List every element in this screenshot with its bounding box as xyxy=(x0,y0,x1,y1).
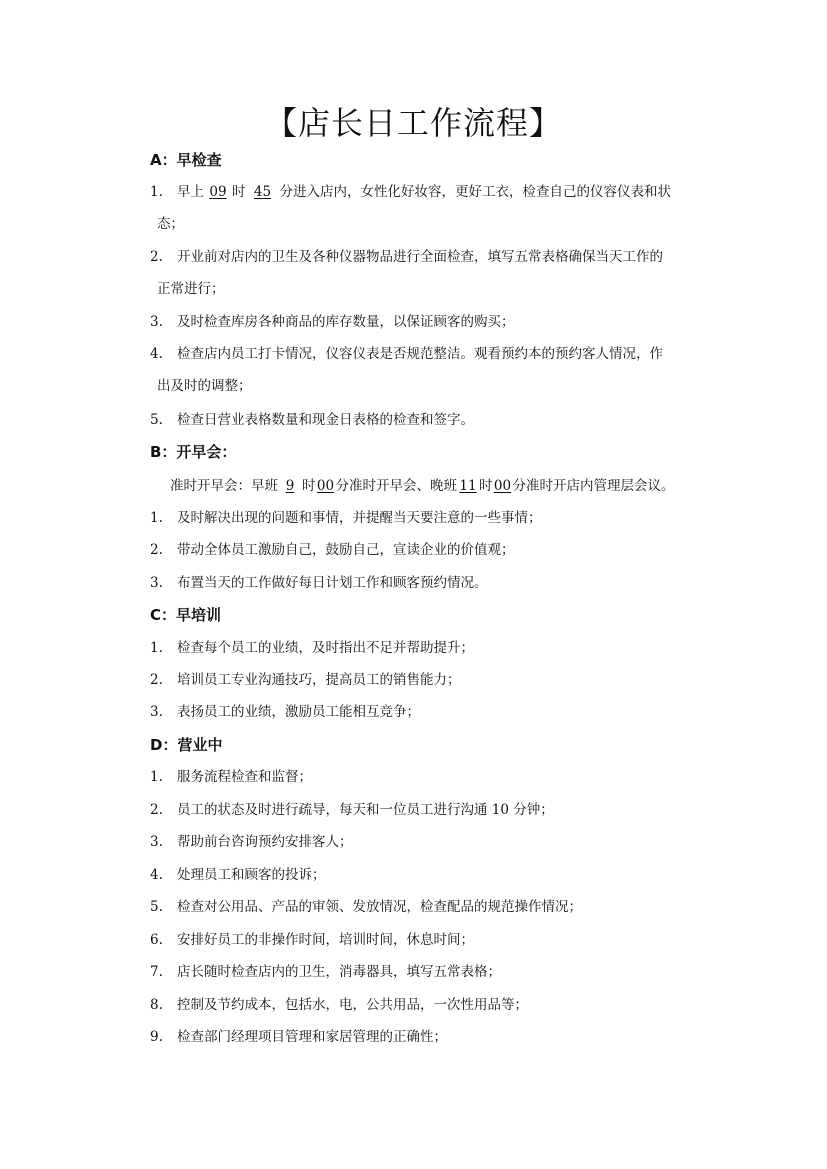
item-number: 5. xyxy=(150,899,163,915)
item-text: 服务流程检查和监督； xyxy=(177,769,312,785)
section-a-item-5 xyxy=(150,410,710,430)
item-text: 带动全体员工激励自己，鼓励自己，宣读企业的价值观； xyxy=(177,542,515,558)
section-b-item-3 xyxy=(150,573,710,593)
item-text: 检查日营业表格数量和现金日表格的检查和签字。 xyxy=(177,412,474,428)
section-b-intro xyxy=(170,476,730,496)
section-a-item-3 xyxy=(150,312,710,332)
section-c-item-1 xyxy=(150,638,710,658)
item-text: 检查每个员工的业绩，及时指出不足并帮助提升； xyxy=(177,640,474,656)
section-a-item-1 xyxy=(150,182,710,202)
section-c-item-2 xyxy=(150,670,710,690)
evening-minute: 00 xyxy=(493,478,512,494)
item-number: 3. xyxy=(150,575,163,591)
item-text: 开业前对店内的卫生及各种仪器物品进行全面检查，填写五常表格确保当天工作的 xyxy=(177,249,663,265)
item-text: 及时解决出现的问题和事情，并提醒当天要注意的一些事情； xyxy=(177,510,542,526)
section-d-item-8 xyxy=(150,995,710,1015)
item-text: 处理员工和顾客的投诉； xyxy=(177,867,326,883)
item-number: 2. xyxy=(150,542,163,558)
item-text: 检查店内员工打卡情况，仪容仪表是否规范整洁。观看预约本的预约客人情况，作 xyxy=(177,346,663,362)
item-number: 1. xyxy=(150,510,163,526)
item-number: 1. xyxy=(150,769,163,785)
section-d-item-6 xyxy=(150,930,710,950)
morning-hour: 9 xyxy=(285,478,295,494)
item-text: 控制及节约成本，包括水，电，公共用品，一次性用品等； xyxy=(177,997,528,1013)
intro-text-2: 时 xyxy=(302,478,316,494)
intro-text-4: 时 xyxy=(479,478,493,494)
item-number: 1. xyxy=(150,640,163,656)
item-text: 店长随时检查店内的卫生，消毒器具，填写五常表格； xyxy=(177,964,501,980)
item-number: 4. xyxy=(150,346,163,362)
section-a-heading: A：早检查 xyxy=(150,151,222,169)
intro-text-1: 准时开早会：早班 xyxy=(170,478,278,494)
item-text: 员工的状态及时进行疏导，每天和一位员工进行沟通 10 分钟； xyxy=(177,802,554,818)
item-number: 9. xyxy=(150,1029,163,1045)
evening-hour: 11 xyxy=(459,478,477,494)
item-number: 1. xyxy=(150,184,163,200)
section-c-heading: C：早培训 xyxy=(150,606,222,624)
item-text: 检查部门经理项目管理和家居管理的正确性； xyxy=(177,1029,447,1045)
section-b-item-2 xyxy=(150,540,710,560)
section-b-heading: B：开早会： xyxy=(150,443,237,461)
item-text: 表扬员工的业绩，激励员工能相互竞争； xyxy=(177,704,420,720)
item-number: 3. xyxy=(150,314,163,330)
item-number: 3. xyxy=(150,704,163,720)
morning-minute: 00 xyxy=(316,478,335,494)
item-text: 培训员工专业沟通技巧，提高员工的销售能力； xyxy=(177,672,461,688)
section-b-item-1 xyxy=(150,508,710,528)
item-number: 2. xyxy=(150,249,163,265)
section-d-item-3 xyxy=(150,832,710,852)
item-text: 布置当天的工作做好每日计划工作和顾客预约情况。 xyxy=(177,575,488,591)
item-number: 5. xyxy=(150,412,163,428)
arrival-minute: 45 xyxy=(253,184,272,200)
section-d-heading: D：营业中 xyxy=(150,736,223,754)
item-number: 6. xyxy=(150,932,163,948)
section-a-item-4 xyxy=(150,344,710,364)
item-text-prefix: 早上 xyxy=(177,184,204,200)
item-text: 帮助前台咨询预约安排客人； xyxy=(177,834,353,850)
item-number: 2. xyxy=(150,802,163,818)
page-title: 【店长日工作流程】 xyxy=(264,104,562,142)
section-c-item-3 xyxy=(150,702,710,722)
section-a-item-2 xyxy=(150,247,710,267)
item-number: 3. xyxy=(150,834,163,850)
item-number: 7. xyxy=(150,964,163,980)
item-number: 2. xyxy=(150,672,163,688)
section-a-item-1-continued: 态； xyxy=(157,216,184,232)
item-number: 4. xyxy=(150,867,163,883)
item-text-hour-unit: 时 xyxy=(232,184,246,200)
item-text: 及时检查库房各种商品的库存数量，以保证顾客的购买； xyxy=(177,314,515,330)
section-d-item-9 xyxy=(150,1027,710,1047)
item-text: 检查对公用品、产品的审领、发放情况，检查配品的规范操作情况； xyxy=(177,899,582,915)
section-d-item-2 xyxy=(150,800,710,820)
item-text-suffix: 分进入店内，女性化好妆容，更好工衣，检查自己的仪容仪表和状 xyxy=(279,184,671,200)
section-a-item-2-continued: 正常进行； xyxy=(157,281,225,297)
section-d-item-1 xyxy=(150,767,710,787)
intro-text-3: 分准时开早会、晚班 xyxy=(335,478,457,494)
arrival-hour: 09 xyxy=(209,184,227,200)
section-d-item-4 xyxy=(150,865,710,885)
section-d-item-5 xyxy=(150,897,710,917)
section-a-item-4-continued: 出及时的调整； xyxy=(157,378,252,394)
section-d-item-7 xyxy=(150,962,710,982)
item-number: 8. xyxy=(150,997,163,1013)
item-text: 安排好员工的非操作时间，培训时间，休息时间； xyxy=(177,932,474,948)
intro-text-5: 分准时开店内管理层会议。 xyxy=(512,478,675,494)
